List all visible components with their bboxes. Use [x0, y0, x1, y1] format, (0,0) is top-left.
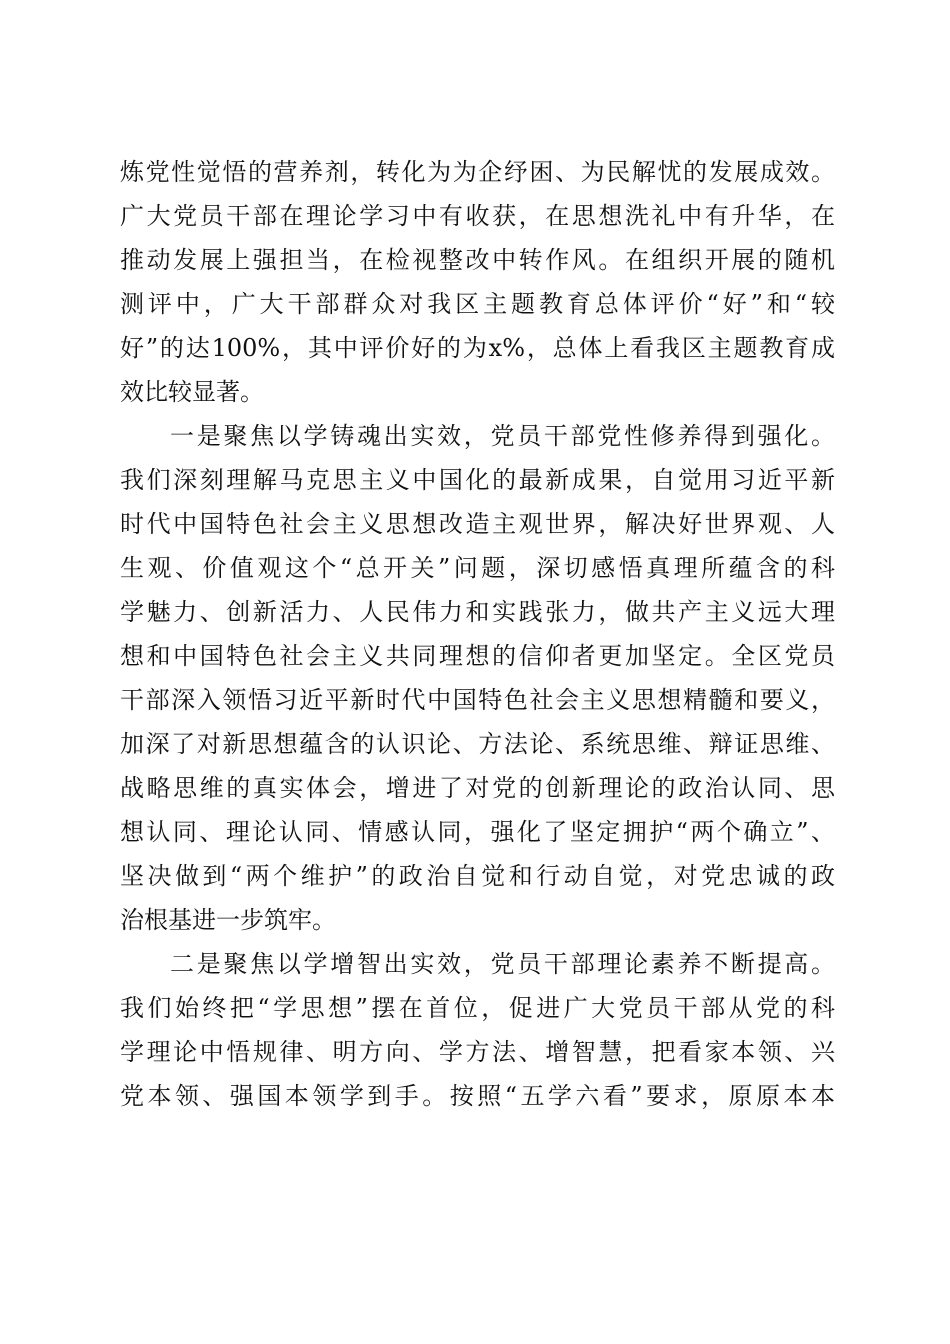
text-line: 想和中国特色社会主义共同理想的信仰者更加坚定。全区党员	[120, 642, 835, 670]
text-line: 想认同、理论认同、情感认同，强化了坚定拥护“两个确立”、	[120, 818, 835, 846]
text-line: 党本领、强国本领学到手。按照“五学六看”要求，原原本本	[120, 1082, 835, 1110]
text-line: 坚决做到“两个维护”的政治自觉和行动自觉，对党忠诚的政	[120, 862, 835, 890]
text-line: 战略思维的真实体会，增进了对党的创新理论的政治认同、思	[120, 774, 835, 802]
text-line: 学魅力、创新活力、人民伟力和实践张力，做共产主义远大理	[120, 598, 835, 626]
body-text	[120, 150, 835, 1118]
text-line: 治根基进一步筑牢。	[120, 906, 336, 934]
text-line: 好”的达100%，其中评价好的为x%，总体上看我区主题教育成	[120, 334, 835, 362]
text-line: 测评中，广大干部群众对我区主题教育总体评价“好”和“较	[120, 290, 835, 318]
text-line: 推动发展上强担当，在检视整改中转作风。在组织开展的随机	[120, 246, 835, 274]
text-line: 我们深刻理解马克思主义中国化的最新成果，自觉用习近平新	[120, 466, 835, 494]
text-line: 加深了对新思想蕴含的认识论、方法论、系统思维、辩证思维、	[120, 730, 835, 758]
text-line: 我们始终把“学思想”摆在首位，促进广大党员干部从党的科	[120, 994, 835, 1022]
paragraph-heading: 二是聚焦以学增智出实效，党员干部理论素养不断提高。	[170, 950, 835, 978]
text-line: 广大党员干部在理论学习中有收获，在思想洗礼中有升华，在	[120, 202, 835, 230]
text-line: 效比较显著。	[120, 378, 264, 406]
text-line: 时代中国特色社会主义思想改造主观世界，解决好世界观、人	[120, 510, 835, 538]
text-line: 干部深入领悟习近平新时代中国特色社会主义思想精髓和要义，	[120, 686, 835, 714]
text-line: 学理论中悟规律、明方向、学方法、增智慧，把看家本领、兴	[120, 1038, 835, 1066]
text-line: 生观、价值观这个“总开关”问题，深切感悟真理所蕴含的科	[120, 554, 835, 582]
text-line: 炼党性觉悟的营养剂，转化为为企纾困、为民解忧的发展成效。	[120, 158, 835, 186]
paragraph-heading: 一是聚焦以学铸魂出实效，党员干部党性修养得到强化。	[170, 422, 835, 450]
